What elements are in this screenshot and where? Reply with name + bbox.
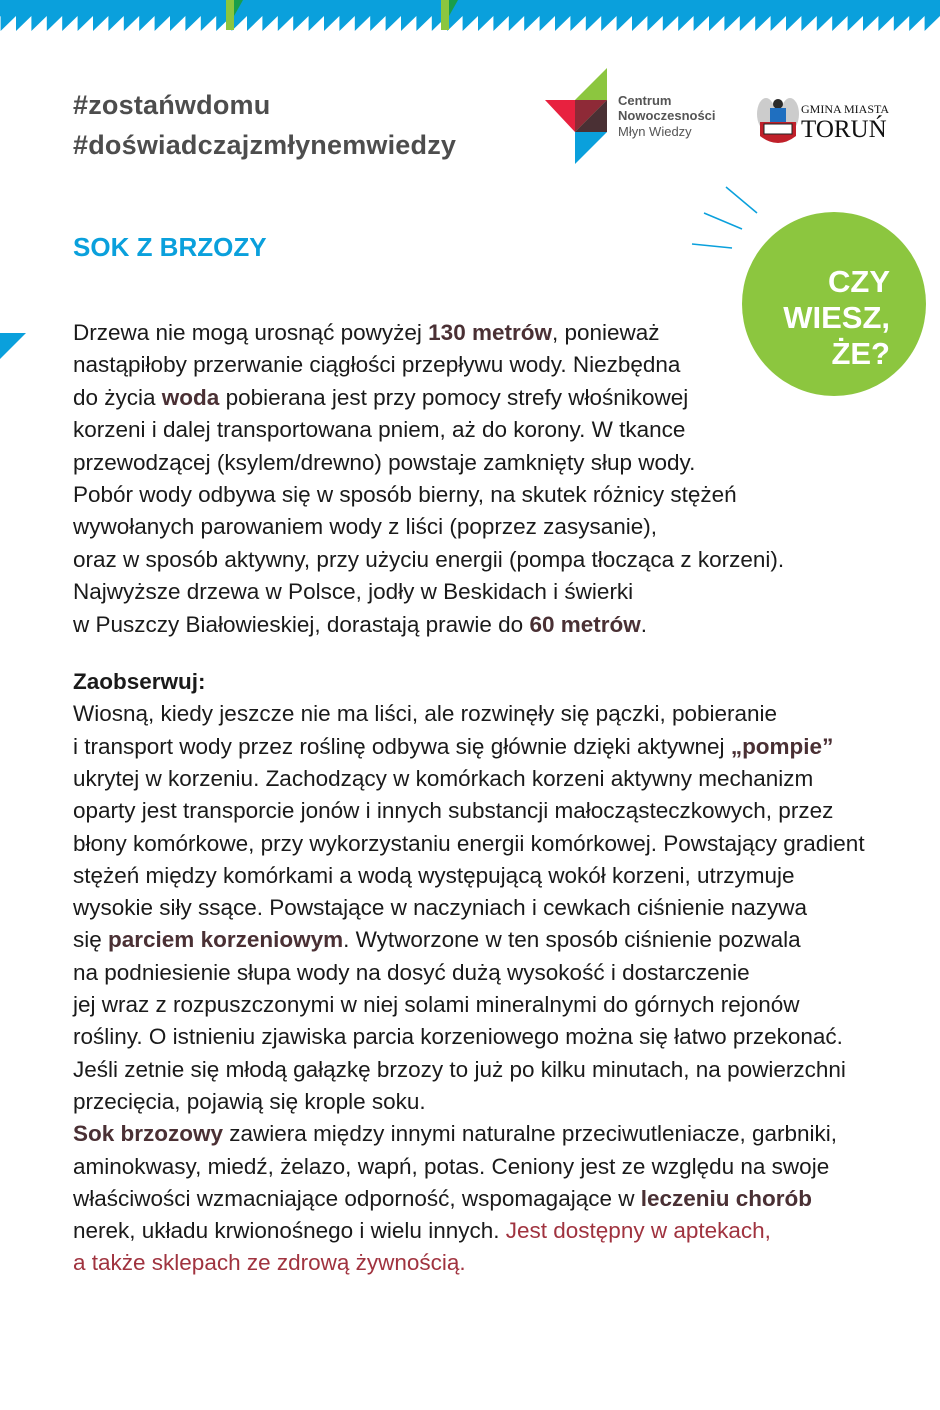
mlyn-wiedzy-logo-icon [545,68,609,164]
text: jej wraz z rozpuszczonymi w niej solami mineralnymi do górnych rejonów [73,992,800,1017]
text-line [73,577,633,607]
text: oparty jest transporcie jonów i innych substancji małocząsteczkowych, przez [73,798,834,824]
text: nerek, układu krwionośnego i wielu innych. [73,1218,506,1244]
text: zawiera między innymi naturalne przeciwutleniacze, garbniki, [223,1121,838,1147]
text-line [73,318,660,348]
section-heading [73,667,206,697]
text-line [73,512,657,542]
logo-text: GMINA MIASTA [801,102,890,116]
text: przecięcia, pojawią się krople soku. [73,1088,426,1114]
callout-text [783,264,890,372]
callout-line: ŻE? [831,336,890,371]
text: Najwyższe drzewa w Polsce, jodły w Beskidach i świerki [73,579,634,605]
text: aminokwasy, miedź, żelazo, wapń, potas. Ceniony jest ze względu na swoje [73,1153,830,1179]
text: przewodzącej (ksylem/drewno) powstaje zamknięty słup wody. [73,449,696,475]
text-line [73,699,777,729]
text-line [73,1119,837,1149]
text-line [73,893,807,923]
text-line [73,383,688,413]
text-line [73,1022,843,1052]
corner-triangle-icon [0,333,28,361]
page-title: SOK Z BRZOZY [73,232,267,262]
text: Pobór wody odbywa się w sposób bierny, na skutek różnicy stężeń [73,482,737,507]
text: . Wytworzone w ten sposób ciśnienie pozwala [343,927,801,953]
text-line [73,545,784,575]
text: nastąpiłoby przerwanie ciągłości przepływu wody. Niezbędna [73,352,681,378]
logo-text: Centrum [618,93,672,108]
zigzag-banner [0,0,940,32]
logo-text: Nowoczesności [618,108,716,123]
text: stężeń między komórkami a wodą występującą wokół korzeni, utrzymuje [73,862,795,888]
torun-coat-of-arms-icon [756,96,800,148]
text: wywołanych parowaniem wody z liści (poprzez zasysanie), [73,514,657,540]
hashtag: #doświadczajzmłynemwiedzy [73,130,457,160]
text: błony komórkowe, przy wykorzystaniu energii komórkowej. Powstający gradient [73,830,865,856]
text: rośliny. O istnieniu zjawiska parcia korzeniowego można się łatwo przekonać. [73,1024,843,1050]
text: pobierana jest przy pomocy strefy włośnikowej [219,384,689,410]
text: na podniesienie słupa wody na dosyć dużą wysokość i dostarczenie [73,959,750,985]
highlight-text: Jest dostępny w aptekach, [505,1218,771,1244]
text-line [73,764,813,794]
callout-line: CZY [828,264,890,299]
logo-text: TORUŃ [801,116,887,143]
text-line [73,448,695,478]
text: oraz w sposób aktywny, przy użyciu energii (pompa tłocząca z korzeni). [73,546,785,572]
bold-text: „pompie” [730,733,834,759]
text-line [73,925,801,955]
text: do życia [73,384,162,410]
text-line [73,732,833,762]
text: właściwości wzmacniające odporność, wspomagające w [73,1185,641,1211]
bold-text: 130 metrów [428,320,552,345]
text-line [73,1055,846,1085]
text: Wiosną, kiedy jeszcze nie ma liści, ale rozwinęły się pączki, pobieranie [73,701,778,727]
text: Jeśli zetnie się młodą gałązkę brzozy to już po kilku minutach, na powierzchni [73,1056,846,1082]
text: , ponieważ [551,320,660,345]
text: korzeni i dalej transportowana pniem, aż do korony. W tkance [73,417,686,443]
text: ukrytej w korzeniu. Zachodzący w komórkach korzeni aktywny mechanizm [73,765,814,791]
text: Drzewa nie mogą urosnąć powyżej [73,320,429,345]
text: w Puszczy Białowieskiej, dorastają prawie do [73,611,530,637]
bold-text: woda [161,384,220,410]
text-line [73,1248,466,1278]
text-line [73,1152,829,1182]
text: wysokie siły ssące. Powstające w naczyniach i cewkach ciśnienie nazywa [73,895,808,921]
text-line [73,958,750,988]
text-line [73,829,865,859]
text-line [73,1216,771,1246]
text-line [73,480,737,510]
callout-line: WIESZ, [783,300,890,335]
text: . [640,611,648,637]
text-line [73,990,800,1020]
text-line [73,1184,812,1214]
bold-text: leczeniu chorób [640,1185,813,1211]
text-line [73,610,647,640]
logo-text: Młyn Wiedzy [618,124,692,139]
text-line [73,350,680,380]
bold-text: parciem korzeniowym [108,927,344,953]
bold-text: Sok brzozowy [73,1121,224,1147]
bold-text: 60 metrów [529,611,641,637]
text: się [73,927,109,953]
heading-text: Zaobserwuj: [73,669,206,694]
text: i transport wody przez roślinę odbywa się głównie dzięki aktywnej [73,733,731,759]
text-line [73,415,685,445]
highlight-text: a także sklepach ze zdrową żywnością. [73,1250,466,1276]
rays-icon [690,185,760,250]
text-line [73,861,795,891]
text-line [73,796,833,826]
hashtag: #zostańwdomu [73,90,271,120]
text-line [73,1087,426,1117]
